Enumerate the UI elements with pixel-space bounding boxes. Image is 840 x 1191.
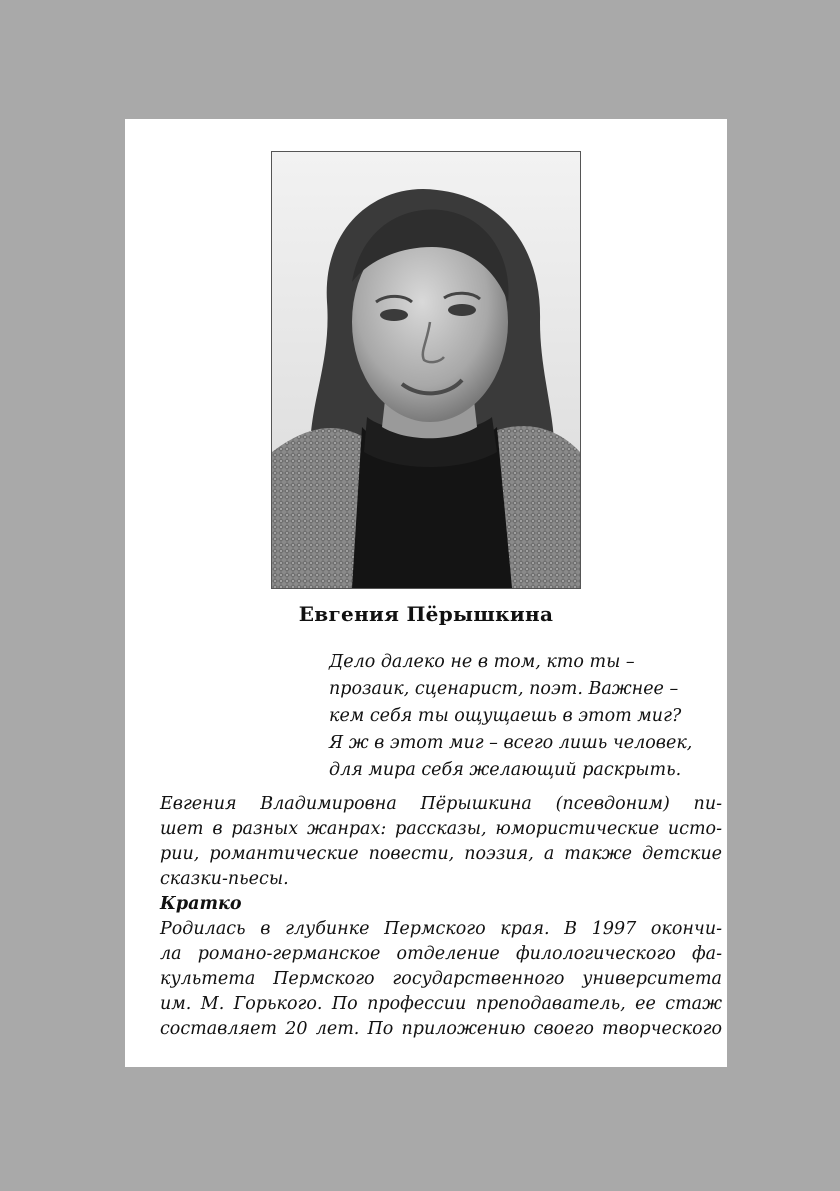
bio-paragraph-line: составляет 20 лет. По приложению своего творческого <box>160 1019 722 1039</box>
epigraph-line: прозаик, сценарист, поэт. Важнее – <box>329 679 679 699</box>
epigraph-line: Я ж в этот миг – всего лишь человек, <box>329 733 693 753</box>
intro-paragraph-line: Евгения Владимировна Пёрышкина (псевдоним) пи- <box>160 794 722 814</box>
section-heading: Кратко <box>160 894 242 914</box>
bio-paragraph-line: им. М. Горького. По профессии преподаватель, ее стаж <box>160 994 722 1014</box>
epigraph-line: для мира себя желающий раскрыть. <box>329 760 682 780</box>
epigraph <box>329 649 719 784</box>
bio-paragraph-line: Родилась в глубинке Пермского края. В 1997 окончи- <box>160 919 722 939</box>
author-name: Евгения Пёрышкина <box>298 602 554 626</box>
intro-paragraph-line: шет в разных жанрах: рассказы, юмористические исто- <box>160 819 722 839</box>
body-text <box>160 792 722 1042</box>
book-page <box>125 119 727 1067</box>
epigraph-line: Дело далеко не в том, кто ты – <box>329 652 635 672</box>
epigraph-line: кем себя ты ощущаешь в этот миг? <box>329 706 682 726</box>
bio-paragraph-line: ла романо-германское отделение филологического фа- <box>160 944 722 964</box>
author-portrait <box>271 151 581 589</box>
intro-paragraph-line: рии, романтические повести, поэзия, а также детские <box>160 844 722 864</box>
intro-paragraph-line: сказки-пьесы. <box>160 869 289 889</box>
bio-paragraph-line: культета Пермского государственного университета <box>160 969 722 989</box>
